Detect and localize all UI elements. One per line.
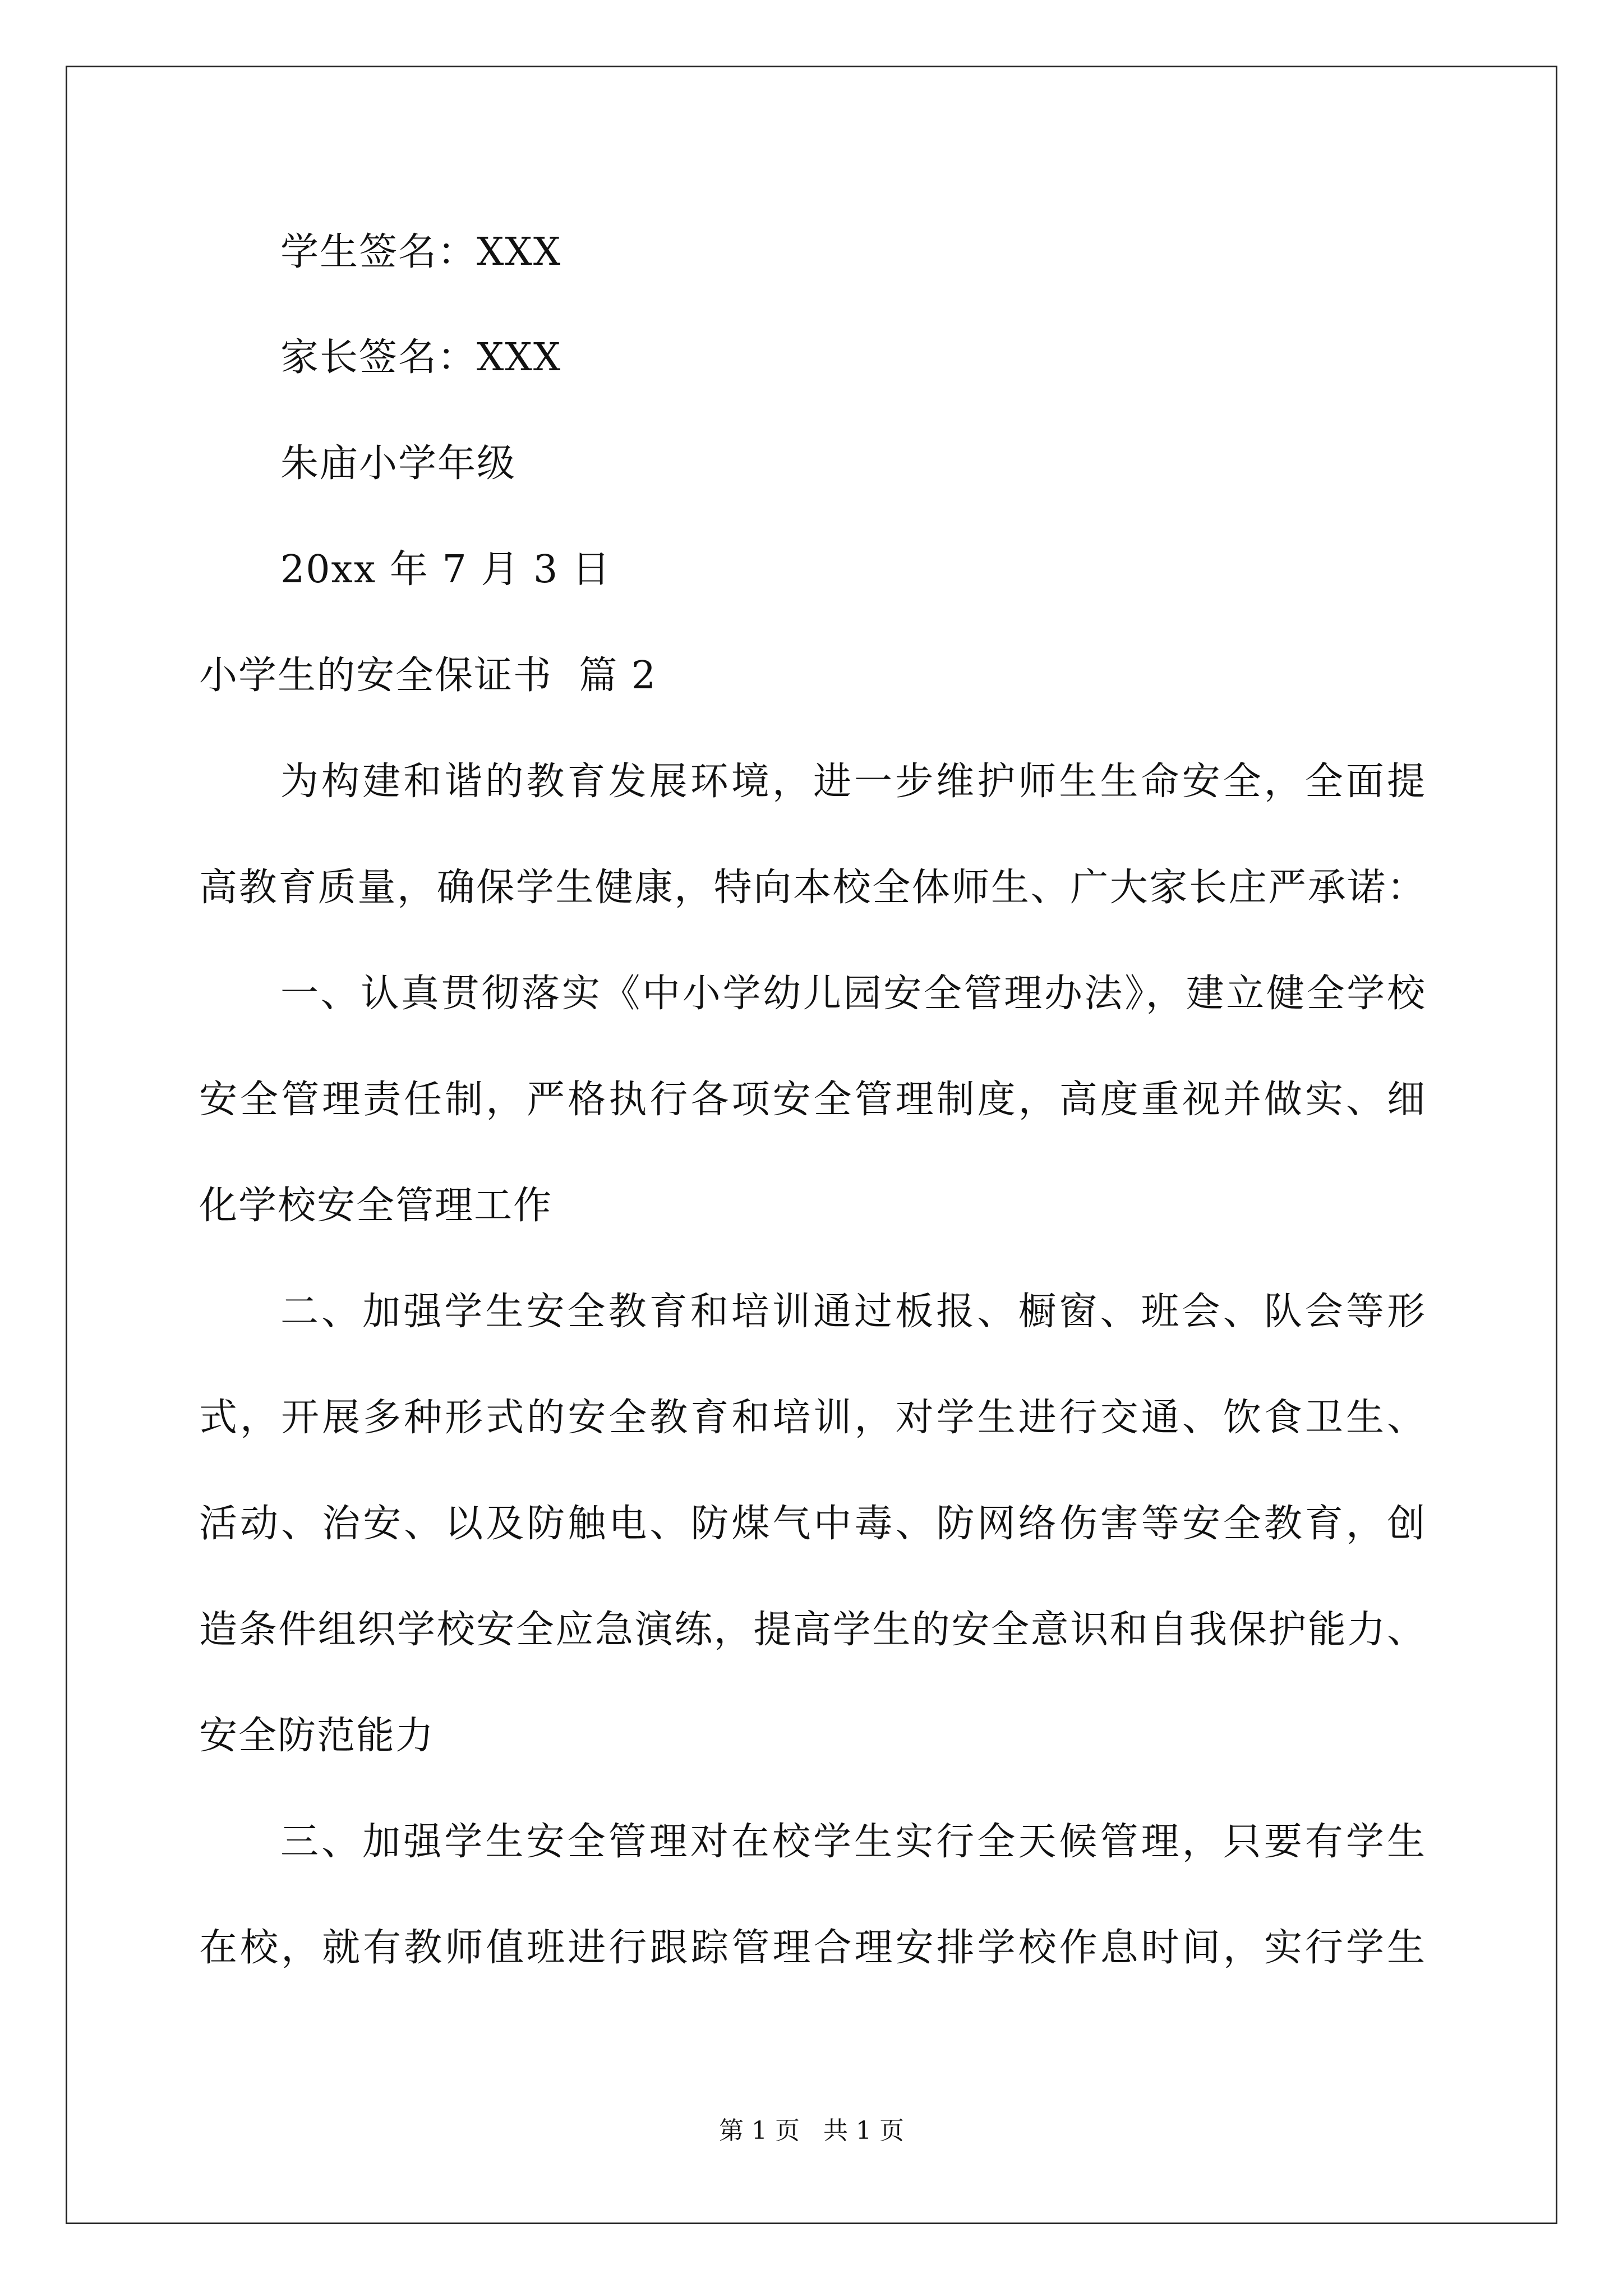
item1-line-2: 安全管理责任制，严格执行各项安全管理制度，高度重视并做实、细 — [199, 1078, 1426, 1122]
section-title: 小学生的安全保证书 篇 2 — [199, 654, 657, 698]
item2-line-2: 式，开展多种形式的安全教育和培训，对学生进行交通、饮食卫生、 — [199, 1396, 1426, 1440]
item3-line-1: 三、加强学生安全管理对在校学生实行全天候管理，只要有学生 — [280, 1820, 1426, 1864]
item2-line-3: 活动、治安、以及防触电、防煤气中毒、防网络伤害等安全教育，创 — [199, 1502, 1426, 1546]
item3-line-2: 在校，就有教师值班进行跟踪管理合理安排学校作息时间，实行学生 — [199, 1926, 1426, 1970]
item2-line-5: 安全防范能力 — [199, 1714, 435, 1758]
student-signature: 学生签名：XXX — [280, 230, 562, 274]
page-footer: 第 1 页 共 1 页 — [719, 2116, 904, 2145]
school-grade: 朱庙小学年级 — [280, 441, 517, 486]
parent-signature: 家长签名：XXX — [280, 335, 562, 380]
item1-line-3: 化学校安全管理工作 — [199, 1184, 553, 1228]
item1-line-1: 一、认真贯彻落实《中小学幼儿园安全管理办法》，建立健全学校 — [280, 972, 1426, 1016]
item2-line-4: 造条件组织学校安全应急演练，提高学生的安全意识和自我保护能力、 — [199, 1608, 1426, 1652]
intro-line-1: 为构建和谐的教育发展环境，进一步维护师生生命安全，全面提 — [280, 760, 1426, 804]
item2-line-1: 二、加强学生安全教育和培训通过板报、橱窗、班会、队会等形 — [280, 1290, 1426, 1334]
intro-line-2: 高教育质量，确保学生健康，特向本校全体师生、广大家长庄严承诺： — [199, 866, 1426, 910]
signature-date: 20xx 年 7 月 3 日 — [280, 547, 611, 592]
page-border — [66, 66, 1557, 2224]
